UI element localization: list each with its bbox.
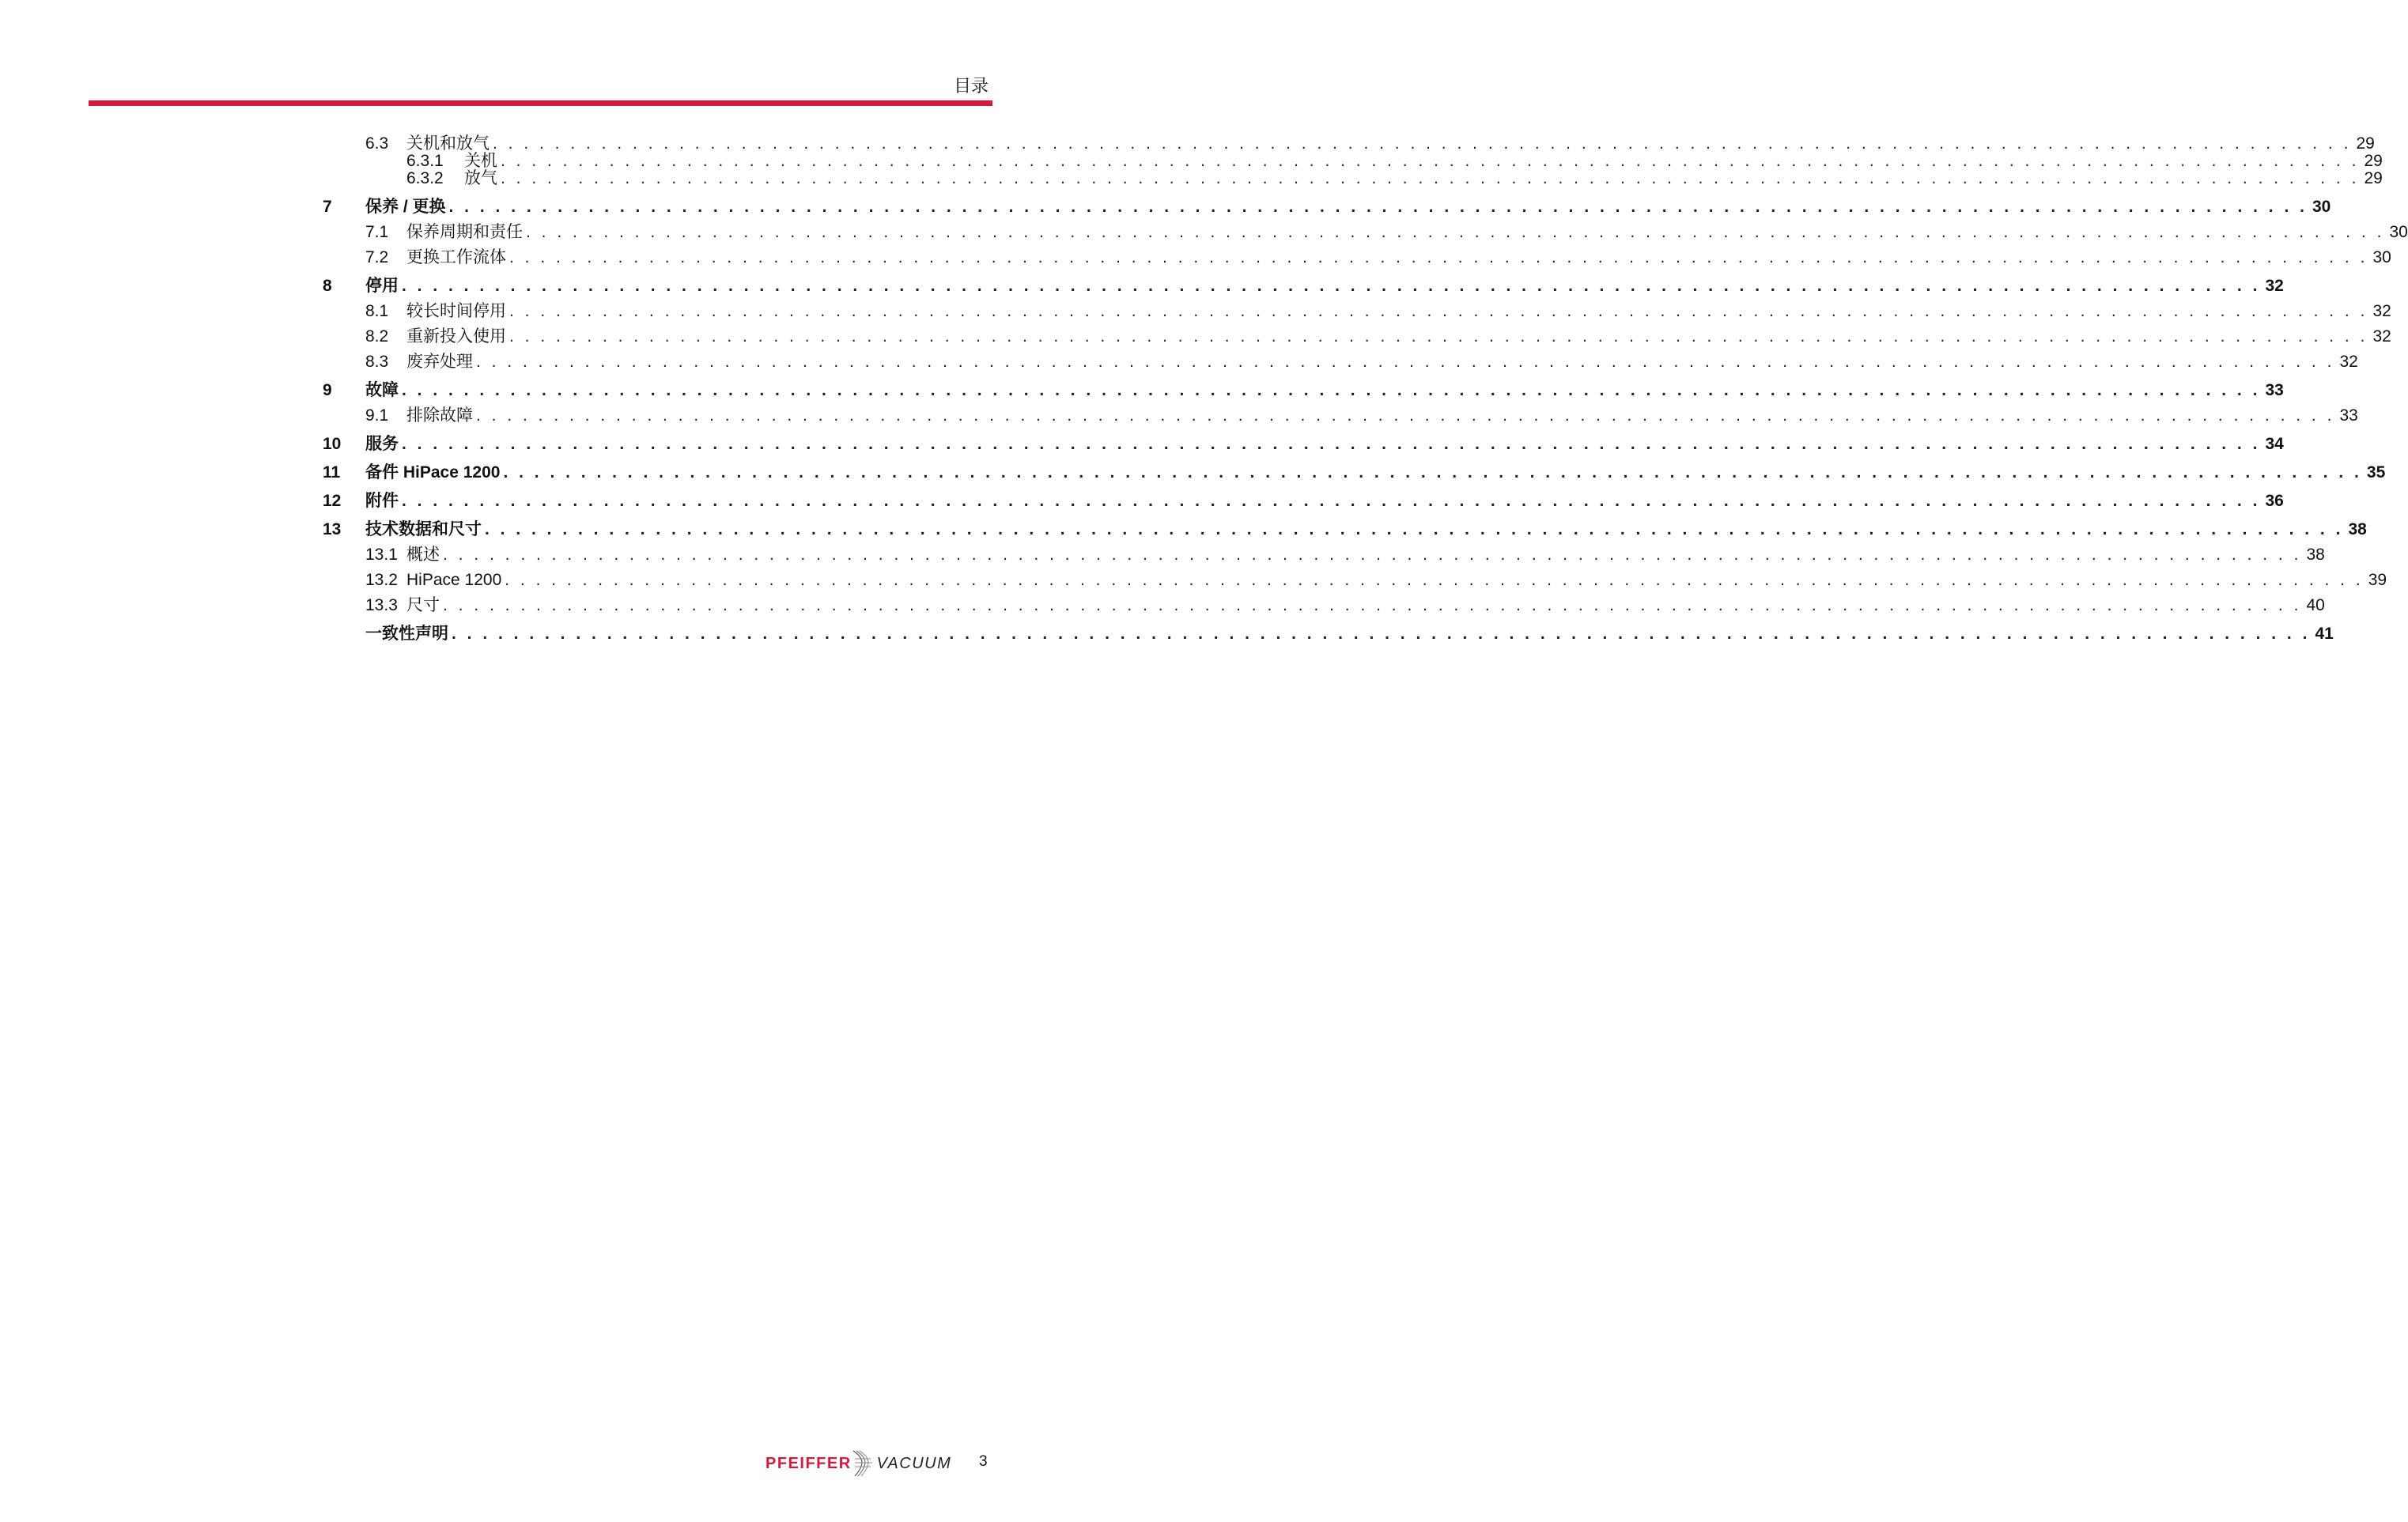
toc-entry-title: 服务	[365, 435, 399, 453]
toc-entry[interactable]	[323, 490, 2284, 512]
toc-leader-dots: . . . . . . . . . . . . . . . . . . . . . . . . . . . . . . . . . . . . . . . . . . . . . . . . . . . . . . . . . . . . . . . . . . . . . . . . . . . . . . . . . . . . . . . . . . . . . . . . . . . . . . . . . . . . . . . . . . . . . . . .	[452, 625, 2311, 643]
toc-entry-page: 30	[2312, 198, 2331, 216]
toc-entry-page: 40	[2306, 596, 2325, 614]
toc-entry[interactable]	[323, 221, 2408, 244]
toc-entry[interactable]	[323, 196, 2331, 218]
toc-entry-page: 36	[2265, 492, 2284, 510]
toc-leader-dots: . . . . . . . . . . . . . . . . . . . . . . . . . . . . . . . . . . . . . . . . . . . . . . . . . . . . . . . . . . . . . . . . . . . . . . . . . . . . . . . . . . . . . . . . . . . . . . . . . . . . . . . . . . . . . . . . . . . . . . . .	[509, 248, 2368, 266]
toc-leader-dots: . . . . . . . . . . . . . . . . . . . . . . . . . . . . . . . . . . . . . . . . . . . . . . . . . . . . . . . . . . . . . . . . . . . . . . . . . . . . . . . . . . . . . . . . . . . . . . . . . . . . . . . . . . . . . . . . . . . . . . . .	[526, 223, 2385, 241]
toc-entry-page: 34	[2265, 435, 2284, 453]
toc-entry-title: HiPace 1200	[406, 571, 502, 589]
toc-entry-number: 9	[323, 381, 332, 399]
toc-leader-dots: . . . . . . . . . . . . . . . . . . . . . . . . . . . . . . . . . . . . . . . . . . . . . . . . . . . . . . . . . . . . . . . . . . . . . . . . . . . . . . . . . . . . . . . . . . . . . . . . . . . . . . . . . . . . . . . . . . . . . . . .	[443, 546, 2302, 564]
logo-text-right: VACUUM	[876, 1454, 952, 1472]
toc-leader-dots: . . . . . . . . . . . . . . . . . . . . . . . . . . . . . . . . . . . . . . . . . . . . . . . . . . . . . . . . . . . . . . . . . . . . . . . . . . . . . . . . . . . . . . . . . . . . . . . . . . . . . . . . . . . . . . . . . . . . . . . .	[485, 520, 2344, 538]
toc-entry-page: 35	[2366, 463, 2386, 482]
toc-entry-title: 技术数据和尺寸	[365, 520, 482, 538]
toc-entry[interactable]	[323, 544, 2325, 566]
logo-text-left: PFEIFFER	[765, 1454, 852, 1472]
toc-entry-title: 一致性声明	[365, 625, 448, 643]
toc-entry-number: 8.3	[365, 353, 389, 371]
toc-entry-title: 停用	[365, 277, 399, 295]
toc-leader-dots: . . . . . . . . . . . . . . . . . . . . . . . . . . . . . . . . . . . . . . . . . . . . . . . . . . . . . . . . . . . . . . . . . . . . . . . . . . . . . . . . . . . . . . . . . . . . . . . . . . . . . . . . . . . . . . . . . . . . . . . .	[503, 463, 2362, 482]
toc-entry-number: 8.2	[365, 327, 389, 346]
toc-entry-page: 32	[2339, 353, 2358, 371]
toc-leader-dots: . . . . . . . . . . . . . . . . . . . . . . . . . . . . . . . . . . . . . . . . . . . . . . . . . . . . . . . . . . . . . . . . . . . . . . . . . . . . . . . . . . . . . . . . . . . . . . . . . . . . . . . . . . . . . . . . . . . . . . . .	[501, 169, 2360, 187]
toc-entry-page: 33	[2339, 406, 2358, 425]
toc-entry[interactable]	[323, 569, 2387, 591]
toc-leader-dots: . . . . . . . . . . . . . . . . . . . . . . . . . . . . . . . . . . . . . . . . . . . . . . . . . . . . . . . . . . . . . . . . . . . . . . . . . . . . . . . . . . . . . . . . . . . . . . . . . . . . . . . . . . . . . . . . . . . . . . . .	[402, 492, 2261, 510]
toc-entry-page: 30	[2372, 248, 2391, 266]
toc-entry-number: 6.3.2	[406, 169, 444, 187]
toc-entry-page: 29	[2364, 152, 2383, 170]
toc-leader-dots: . . . . . . . . . . . . . . . . . . . . . . . . . . . . . . . . . . . . . . . . . . . . . . . . . . . . . . . . . . . . . . . . . . . . . . . . . . . . . . . . . . . . . . . . . . . . . . . . . . . . . . . . . . . . . . . . . . . . . . . .	[402, 435, 2261, 453]
toc-entry-page: 39	[2368, 571, 2387, 589]
toc-entry-number: 7.1	[365, 223, 389, 241]
toc-entry-title: 故障	[365, 381, 399, 399]
toc-entry[interactable]	[323, 247, 2391, 269]
toc-entry-title: 保养 / 更换	[365, 198, 446, 216]
toc-entry-title: 尺寸	[406, 596, 440, 614]
toc-entry-number: 13.3	[365, 596, 398, 614]
toc-leader-dots: . . . . . . . . . . . . . . . . . . . . . . . . . . . . . . . . . . . . . . . . . . . . . . . . . . . . . . . . . . . . . . . . . . . . . . . . . . . . . . . . . . . . . . . . . . . . . . . . . . . . . . . . . . . . . . . . . . . . . . . .	[493, 134, 2352, 153]
toc-entry-number: 9.1	[365, 406, 389, 425]
toc-entry-number: 12	[323, 492, 342, 510]
toc-entry-page: 32	[2372, 327, 2391, 346]
toc-entry-title: 关机	[464, 152, 497, 170]
toc-entry-number: 6.3.1	[406, 152, 444, 170]
toc-entry-title: 关机和放气	[406, 134, 490, 153]
toc-entry-page: 38	[2306, 546, 2325, 564]
toc-entry-number: 13.1	[365, 546, 398, 564]
toc-entry[interactable]	[323, 380, 2284, 402]
table-of-contents	[323, 133, 2408, 645]
toc-entry-title: 备件 HiPace 1200	[365, 463, 501, 482]
toc-entry-page: 41	[2315, 625, 2334, 643]
toc-entry[interactable]	[323, 168, 2383, 190]
toc-entry[interactable]	[323, 623, 2334, 645]
toc-entry[interactable]	[323, 405, 2358, 427]
toc-entry-number: 8	[323, 277, 332, 295]
toc-leader-dots: . . . . . . . . . . . . . . . . . . . . . . . . . . . . . . . . . . . . . . . . . . . . . . . . . . . . . . . . . . . . . . . . . . . . . . . . . . . . . . . . . . . . . . . . . . . . . . . . . . . . . . . . . . . . . . . . . . . . . . . .	[402, 277, 2261, 295]
toc-leader-dots: . . . . . . . . . . . . . . . . . . . . . . . . . . . . . . . . . . . . . . . . . . . . . . . . . . . . . . . . . . . . . . . . . . . . . . . . . . . . . . . . . . . . . . . . . . . . . . . . . . . . . . . . . . . . . . . . . . . . . . . .	[509, 302, 2368, 320]
toc-entry-page: 33	[2265, 381, 2284, 399]
toc-leader-dots: . . . . . . . . . . . . . . . . . . . . . . . . . . . . . . . . . . . . . . . . . . . . . . . . . . . . . . . . . . . . . . . . . . . . . . . . . . . . . . . . . . . . . . . . . . . . . . . . . . . . . . . . . . . . . . . . . . . . . . . .	[501, 152, 2360, 170]
toc-entry[interactable]	[323, 462, 2386, 484]
toc-leader-dots: . . . . . . . . . . . . . . . . . . . . . . . . . . . . . . . . . . . . . . . . . . . . . . . . . . . . . . . . . . . . . . . . . . . . . . . . . . . . . . . . . . . . . . . . . . . . . . . . . . . . . . . . . . . . . . . . . . . . . . . .	[476, 406, 2335, 425]
toc-entry-page: 38	[2348, 520, 2367, 538]
toc-entry[interactable]	[323, 326, 2391, 348]
toc-entry-number: 13	[323, 520, 342, 538]
header-rule	[89, 100, 992, 106]
toc-entry[interactable]	[323, 275, 2284, 297]
header-title: 目录	[953, 76, 989, 96]
toc-leader-dots: . . . . . . . . . . . . . . . . . . . . . . . . . . . . . . . . . . . . . . . . . . . . . . . . . . . . . . . . . . . . . . . . . . . . . . . . . . . . . . . . . . . . . . . . . . . . . . . . . . . . . . . . . . . . . . . . . . . . . . . .	[443, 596, 2302, 614]
toc-entry[interactable]	[323, 433, 2284, 455]
toc-entry-title: 重新投入使用	[406, 327, 506, 346]
toc-entry-number: 8.1	[365, 302, 389, 320]
toc-entry-title: 排除故障	[406, 406, 473, 425]
toc-entry[interactable]	[323, 351, 2358, 373]
toc-leader-dots: . . . . . . . . . . . . . . . . . . . . . . . . . . . . . . . . . . . . . . . . . . . . . . . . . . . . . . . . . . . . . . . . . . . . . . . . . . . . . . . . . . . . . . . . . . . . . . . . . . . . . . . . . . . . . . . . . . . . . . . .	[509, 327, 2368, 346]
logo-swoosh-icon	[852, 1449, 874, 1478]
toc-entry-title: 附件	[365, 492, 399, 510]
toc-entry-page: 29	[2356, 134, 2375, 153]
toc-entry[interactable]	[323, 519, 2367, 541]
toc-leader-dots: . . . . . . . . . . . . . . . . . . . . . . . . . . . . . . . . . . . . . . . . . . . . . . . . . . . . . . . . . . . . . . . . . . . . . . . . . . . . . . . . . . . . . . . . . . . . . . . . . . . . . . . . . . . . . . . . . . . . . . . .	[402, 381, 2261, 399]
toc-entry-number: 7.2	[365, 248, 389, 266]
toc-entry-title: 废弃处理	[406, 353, 473, 371]
toc-entry-page: 29	[2364, 169, 2383, 187]
toc-entry-title: 放气	[464, 169, 497, 187]
toc-leader-dots: . . . . . . . . . . . . . . . . . . . . . . . . . . . . . . . . . . . . . . . . . . . . . . . . . . . . . . . . . . . . . . . . . . . . . . . . . . . . . . . . . . . . . . . . . . . . . . . . . . . . . . . . . . . . . . . . . . . . . . . .	[448, 198, 2308, 216]
toc-leader-dots: . . . . . . . . . . . . . . . . . . . . . . . . . . . . . . . . . . . . . . . . . . . . . . . . . . . . . . . . . . . . . . . . . . . . . . . . . . . . . . . . . . . . . . . . . . . . . . . . . . . . . . . . . . . . . . . . . . . . . . . .	[476, 353, 2335, 371]
toc-entry-number: 7	[323, 198, 332, 216]
toc-entry-number: 11	[323, 463, 341, 482]
pfeiffer-vacuum-logo	[765, 1448, 951, 1479]
toc-entry-page: 32	[2265, 277, 2284, 295]
toc-entry-number: 13.2	[365, 571, 398, 589]
toc-entry-page: 30	[2389, 223, 2408, 241]
toc-entry-title: 概述	[406, 546, 440, 564]
page-number: 3	[979, 1453, 988, 1470]
toc-entry-number: 6.3	[365, 134, 389, 153]
toc-entry-title: 保养周期和责任	[406, 223, 523, 241]
toc-entry[interactable]	[323, 595, 2325, 617]
toc-entry[interactable]	[323, 300, 2391, 323]
toc-leader-dots: . . . . . . . . . . . . . . . . . . . . . . . . . . . . . . . . . . . . . . . . . . . . . . . . . . . . . . . . . . . . . . . . . . . . . . . . . . . . . . . . . . . . . . . . . . . . . . . . . . . . . . . . . . . . . . . . . . . . . . . .	[505, 571, 2364, 589]
toc-entry-number: 10	[323, 435, 342, 453]
toc-entry-title: 更换工作流体	[406, 248, 506, 266]
toc-entry-title: 较长时间停用	[406, 302, 506, 320]
toc-entry-page: 32	[2372, 302, 2391, 320]
